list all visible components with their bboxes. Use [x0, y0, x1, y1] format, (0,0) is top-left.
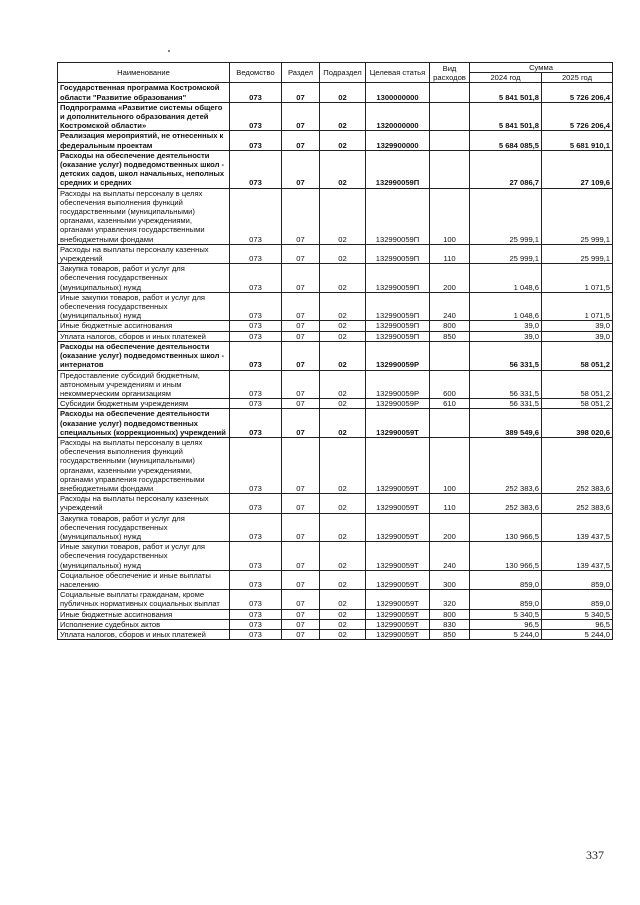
cell-dept: 073 [230, 341, 282, 370]
cell-subsection: 02 [320, 341, 366, 370]
cell-dept: 073 [230, 437, 282, 493]
cell-section: 07 [282, 570, 320, 589]
cell-sum-2024: 39,0 [470, 321, 542, 331]
col-header-2025: 2025 год [542, 73, 613, 83]
cell-sum-2025: 139 437,5 [542, 513, 613, 542]
cell-sum-2024: 56 331,5 [470, 341, 542, 370]
table-row [58, 244, 613, 263]
table-row [58, 131, 613, 150]
cell-dept: 073 [230, 609, 282, 619]
cell-exptype: 300 [430, 570, 470, 589]
budget-table [57, 62, 613, 640]
cell-section: 07 [282, 131, 320, 150]
col-header-dept: Ведомство [230, 63, 282, 83]
cell-sum-2025: 5 340,5 [542, 609, 613, 619]
cell-section: 07 [282, 513, 320, 542]
cell-exptype: 200 [430, 264, 470, 293]
cell-subsection: 02 [320, 494, 366, 513]
table-row [58, 409, 613, 438]
cell-sum-2025: 58 051,2 [542, 341, 613, 370]
table-row [58, 399, 613, 409]
table-row [58, 321, 613, 331]
cell-dept: 073 [230, 131, 282, 150]
table-row [58, 150, 613, 188]
cell-section: 07 [282, 321, 320, 331]
cell-dept: 073 [230, 409, 282, 438]
cell-sum-2025: 58 051,2 [542, 399, 613, 409]
cell-name: Расходы на выплаты персоналу казенных учреждений [58, 494, 230, 513]
cell-exptype [430, 150, 470, 188]
cell-sum-2024: 389 549,6 [470, 409, 542, 438]
cell-exptype [430, 102, 470, 131]
col-header-exptype: Вид расходов [430, 63, 470, 83]
cell-subsection: 02 [320, 370, 366, 399]
cell-sum-2024: 5 841 501,8 [470, 102, 542, 131]
cell-subsection: 02 [320, 409, 366, 438]
cell-subsection: 02 [320, 83, 366, 102]
cell-dept: 073 [230, 570, 282, 589]
cell-sum-2025: 5 726 206,4 [542, 83, 613, 102]
cell-dept: 073 [230, 321, 282, 331]
cell-dept: 073 [230, 542, 282, 571]
cell-subsection: 02 [320, 331, 366, 341]
cell-exptype [430, 409, 470, 438]
table-row [58, 292, 613, 321]
cell-subsection: 02 [320, 609, 366, 619]
cell-target: 132990059Р [366, 341, 430, 370]
cell-target: 132990059П [366, 264, 430, 293]
cell-target: 132990059Т [366, 629, 430, 639]
cell-sum-2025: 25 999,1 [542, 244, 613, 263]
cell-target: 1320000000 [366, 102, 430, 131]
cell-sum-2025: 1 071,5 [542, 292, 613, 321]
cell-section: 07 [282, 102, 320, 131]
page-number: 337 [586, 848, 604, 862]
cell-exptype: 850 [430, 629, 470, 639]
cell-name: Уплата налогов, сборов и иных платежей [58, 629, 230, 639]
cell-section: 07 [282, 244, 320, 263]
cell-target: 1300000000 [366, 83, 430, 102]
cell-exptype: 110 [430, 244, 470, 263]
cell-sum-2025: 859,0 [542, 590, 613, 609]
cell-dept: 073 [230, 188, 282, 244]
cell-sum-2024: 130 966,5 [470, 513, 542, 542]
table-row [58, 590, 613, 609]
cell-subsection: 02 [320, 292, 366, 321]
cell-section: 07 [282, 341, 320, 370]
table-row [58, 570, 613, 589]
cell-name: Иные бюджетные ассигнования [58, 609, 230, 619]
col-header-sum: Сумма [470, 63, 613, 73]
cell-sum-2024: 1 048,6 [470, 264, 542, 293]
cell-sum-2024: 5 684 085,5 [470, 131, 542, 150]
cell-sum-2024: 25 999,1 [470, 244, 542, 263]
cell-exptype: 800 [430, 321, 470, 331]
col-header-section: Раздел [282, 63, 320, 83]
cell-target: 132990059Т [366, 609, 430, 619]
cell-sum-2025: 5 244,0 [542, 629, 613, 639]
cell-name: Расходы на выплаты персоналу казенных учреждений [58, 244, 230, 263]
cell-sum-2025: 398 020,6 [542, 409, 613, 438]
cell-target: 132990059Т [366, 437, 430, 493]
cell-dept: 073 [230, 292, 282, 321]
cell-dept: 073 [230, 619, 282, 629]
cell-exptype [430, 341, 470, 370]
cell-name: Иные закупки товаров, работ и услуг для обеспечения государственных (муниципальных) нужд [58, 542, 230, 571]
cell-section: 07 [282, 83, 320, 102]
cell-sum-2024: 25 999,1 [470, 188, 542, 244]
cell-dept: 073 [230, 399, 282, 409]
cell-section: 07 [282, 590, 320, 609]
cell-subsection: 02 [320, 188, 366, 244]
cell-subsection: 02 [320, 150, 366, 188]
cell-sum-2024: 252 383,6 [470, 494, 542, 513]
cell-sum-2024: 96,5 [470, 619, 542, 629]
cell-sum-2024: 39,0 [470, 331, 542, 341]
cell-exptype: 830 [430, 619, 470, 629]
cell-exptype: 800 [430, 609, 470, 619]
table-row [58, 437, 613, 493]
cell-section: 07 [282, 292, 320, 321]
cell-subsection: 02 [320, 264, 366, 293]
cell-exptype [430, 131, 470, 150]
cell-subsection: 02 [320, 244, 366, 263]
cell-section: 07 [282, 629, 320, 639]
cell-sum-2025: 39,0 [542, 331, 613, 341]
cell-sum-2025: 96,5 [542, 619, 613, 629]
cell-dept: 073 [230, 590, 282, 609]
cell-target: 132990059Т [366, 513, 430, 542]
cell-sum-2025: 27 109,6 [542, 150, 613, 188]
cell-sum-2025: 5 681 910,1 [542, 131, 613, 150]
cell-target: 132990059П [366, 292, 430, 321]
cell-name: Реализация мероприятий, не отнесенных к федеральным проектам [58, 131, 230, 150]
cell-dept: 073 [230, 264, 282, 293]
cell-exptype: 610 [430, 399, 470, 409]
cell-exptype: 320 [430, 590, 470, 609]
col-header-name: Наименование [58, 63, 230, 83]
cell-target: 132990059П [366, 244, 430, 263]
cell-exptype: 100 [430, 437, 470, 493]
cell-name: Исполнение судебных актов [58, 619, 230, 629]
cell-sum-2025: 39,0 [542, 321, 613, 331]
cell-section: 07 [282, 409, 320, 438]
cell-exptype: 850 [430, 331, 470, 341]
cell-subsection: 02 [320, 513, 366, 542]
cell-exptype [430, 83, 470, 102]
cell-sum-2024: 5 841 501,8 [470, 83, 542, 102]
cell-dept: 073 [230, 331, 282, 341]
cell-name: Субсидии бюджетным учреждениям [58, 399, 230, 409]
scan-speck [168, 50, 170, 52]
cell-name: Уплата налогов, сборов и иных платежей [58, 331, 230, 341]
cell-exptype: 240 [430, 542, 470, 571]
table-row [58, 370, 613, 399]
table-row [58, 102, 613, 131]
cell-section: 07 [282, 150, 320, 188]
cell-target: 132990059Т [366, 542, 430, 571]
cell-sum-2025: 25 999,1 [542, 188, 613, 244]
cell-sum-2024: 859,0 [470, 570, 542, 589]
cell-section: 07 [282, 331, 320, 341]
cell-sum-2024: 56 331,5 [470, 399, 542, 409]
cell-exptype: 110 [430, 494, 470, 513]
cell-dept: 073 [230, 83, 282, 102]
cell-subsection: 02 [320, 570, 366, 589]
cell-sum-2025: 139 437,5 [542, 542, 613, 571]
cell-name: Социальные выплаты гражданам, кроме публичных нормативных социальных выплат [58, 590, 230, 609]
cell-section: 07 [282, 264, 320, 293]
table-row [58, 341, 613, 370]
cell-dept: 073 [230, 629, 282, 639]
cell-target: 132990059П [366, 150, 430, 188]
cell-exptype: 240 [430, 292, 470, 321]
cell-target: 132990059Т [366, 619, 430, 629]
cell-name: Закупка товаров, работ и услуг для обеспечения государственных (муниципальных) нужд [58, 513, 230, 542]
cell-name: Расходы на выплаты персоналу в целях обеспечения выполнения функций государственными (муниципальными) органами, казенными учреждениями, органами управления государственными внебюджетными фондами [58, 188, 230, 244]
col-header-2024: 2024 год [470, 73, 542, 83]
cell-subsection: 02 [320, 321, 366, 331]
cell-section: 07 [282, 619, 320, 629]
table-row [58, 494, 613, 513]
cell-target: 132990059Р [366, 370, 430, 399]
cell-section: 07 [282, 188, 320, 244]
col-header-target: Целевая статья [366, 63, 430, 83]
cell-exptype: 600 [430, 370, 470, 399]
table-row [58, 331, 613, 341]
cell-exptype: 100 [430, 188, 470, 244]
cell-name: Закупка товаров, работ и услуг для обеспечения государственных (муниципальных) нужд [58, 264, 230, 293]
table-row [58, 83, 613, 102]
cell-subsection: 02 [320, 629, 366, 639]
cell-sum-2025: 859,0 [542, 570, 613, 589]
cell-section: 07 [282, 437, 320, 493]
cell-subsection: 02 [320, 399, 366, 409]
cell-name: Расходы на обеспечение деятельности (оказание услуг) подведомственных школ - интернатов [58, 341, 230, 370]
cell-sum-2025: 5 726 206,4 [542, 102, 613, 131]
cell-name: Предоставление субсидий бюджетным, автономным учреждениям и иным некоммерческим организациям [58, 370, 230, 399]
cell-name: Расходы на выплаты персоналу в целях обеспечения выполнения функций государственными (муниципальными) органами, казенными учреждениями, органами управления государственными внебюджетными фондами [58, 437, 230, 493]
cell-subsection: 02 [320, 102, 366, 131]
cell-sum-2024: 27 086,7 [470, 150, 542, 188]
cell-name: Иные бюджетные ассигнования [58, 321, 230, 331]
table-row [58, 609, 613, 619]
cell-target: 132990059П [366, 188, 430, 244]
cell-sum-2024: 252 383,6 [470, 437, 542, 493]
cell-subsection: 02 [320, 590, 366, 609]
cell-name: Расходы на обеспечение деятельности (оказание услуг) подведомственных специальных (коррекционных) учреждений [58, 409, 230, 438]
cell-name: Расходы на обеспечение деятельности (оказание услуг) подведомственных школ - детских садов, школ начальных, неполных средних и средних [58, 150, 230, 188]
cell-name: Государственная программа Костромской области "Развитие образования" [58, 83, 230, 102]
cell-sum-2024: 56 331,5 [470, 370, 542, 399]
table-row [58, 264, 613, 293]
cell-subsection: 02 [320, 542, 366, 571]
cell-sum-2025: 252 383,6 [542, 494, 613, 513]
cell-target: 132990059П [366, 321, 430, 331]
table-row [58, 188, 613, 244]
cell-sum-2025: 58 051,2 [542, 370, 613, 399]
header-row [58, 63, 613, 73]
cell-subsection: 02 [320, 437, 366, 493]
cell-dept: 073 [230, 244, 282, 263]
table-row [58, 513, 613, 542]
cell-section: 07 [282, 494, 320, 513]
cell-name: Иные закупки товаров, работ и услуг для обеспечения государственных (муниципальных) нужд [58, 292, 230, 321]
cell-sum-2024: 1 048,6 [470, 292, 542, 321]
cell-section: 07 [282, 542, 320, 571]
table-row [58, 542, 613, 571]
cell-subsection: 02 [320, 619, 366, 629]
cell-target: 132990059Т [366, 570, 430, 589]
col-header-subsection: Подраздел [320, 63, 366, 83]
cell-dept: 073 [230, 370, 282, 399]
cell-target: 132990059Т [366, 409, 430, 438]
cell-dept: 073 [230, 494, 282, 513]
cell-exptype: 200 [430, 513, 470, 542]
cell-sum-2025: 1 071,5 [542, 264, 613, 293]
cell-target: 132990059Т [366, 494, 430, 513]
cell-target: 132990059Т [366, 590, 430, 609]
table-row [58, 629, 613, 639]
cell-target: 132990059П [366, 331, 430, 341]
cell-sum-2024: 5 340,5 [470, 609, 542, 619]
cell-sum-2024: 859,0 [470, 590, 542, 609]
cell-dept: 073 [230, 102, 282, 131]
cell-name: Подпрограмма «Развитие системы общего и дополнительного образования детей Костромской области» [58, 102, 230, 131]
cell-dept: 073 [230, 513, 282, 542]
cell-target: 1329900000 [366, 131, 430, 150]
cell-subsection: 02 [320, 131, 366, 150]
cell-sum-2024: 5 244,0 [470, 629, 542, 639]
cell-sum-2024: 130 966,5 [470, 542, 542, 571]
table-row [58, 619, 613, 629]
cell-section: 07 [282, 399, 320, 409]
cell-section: 07 [282, 370, 320, 399]
cell-sum-2025: 252 383,6 [542, 437, 613, 493]
cell-target: 132990059Р [366, 399, 430, 409]
cell-name: Социальное обеспечение и иные выплаты населению [58, 570, 230, 589]
cell-section: 07 [282, 609, 320, 619]
cell-dept: 073 [230, 150, 282, 188]
